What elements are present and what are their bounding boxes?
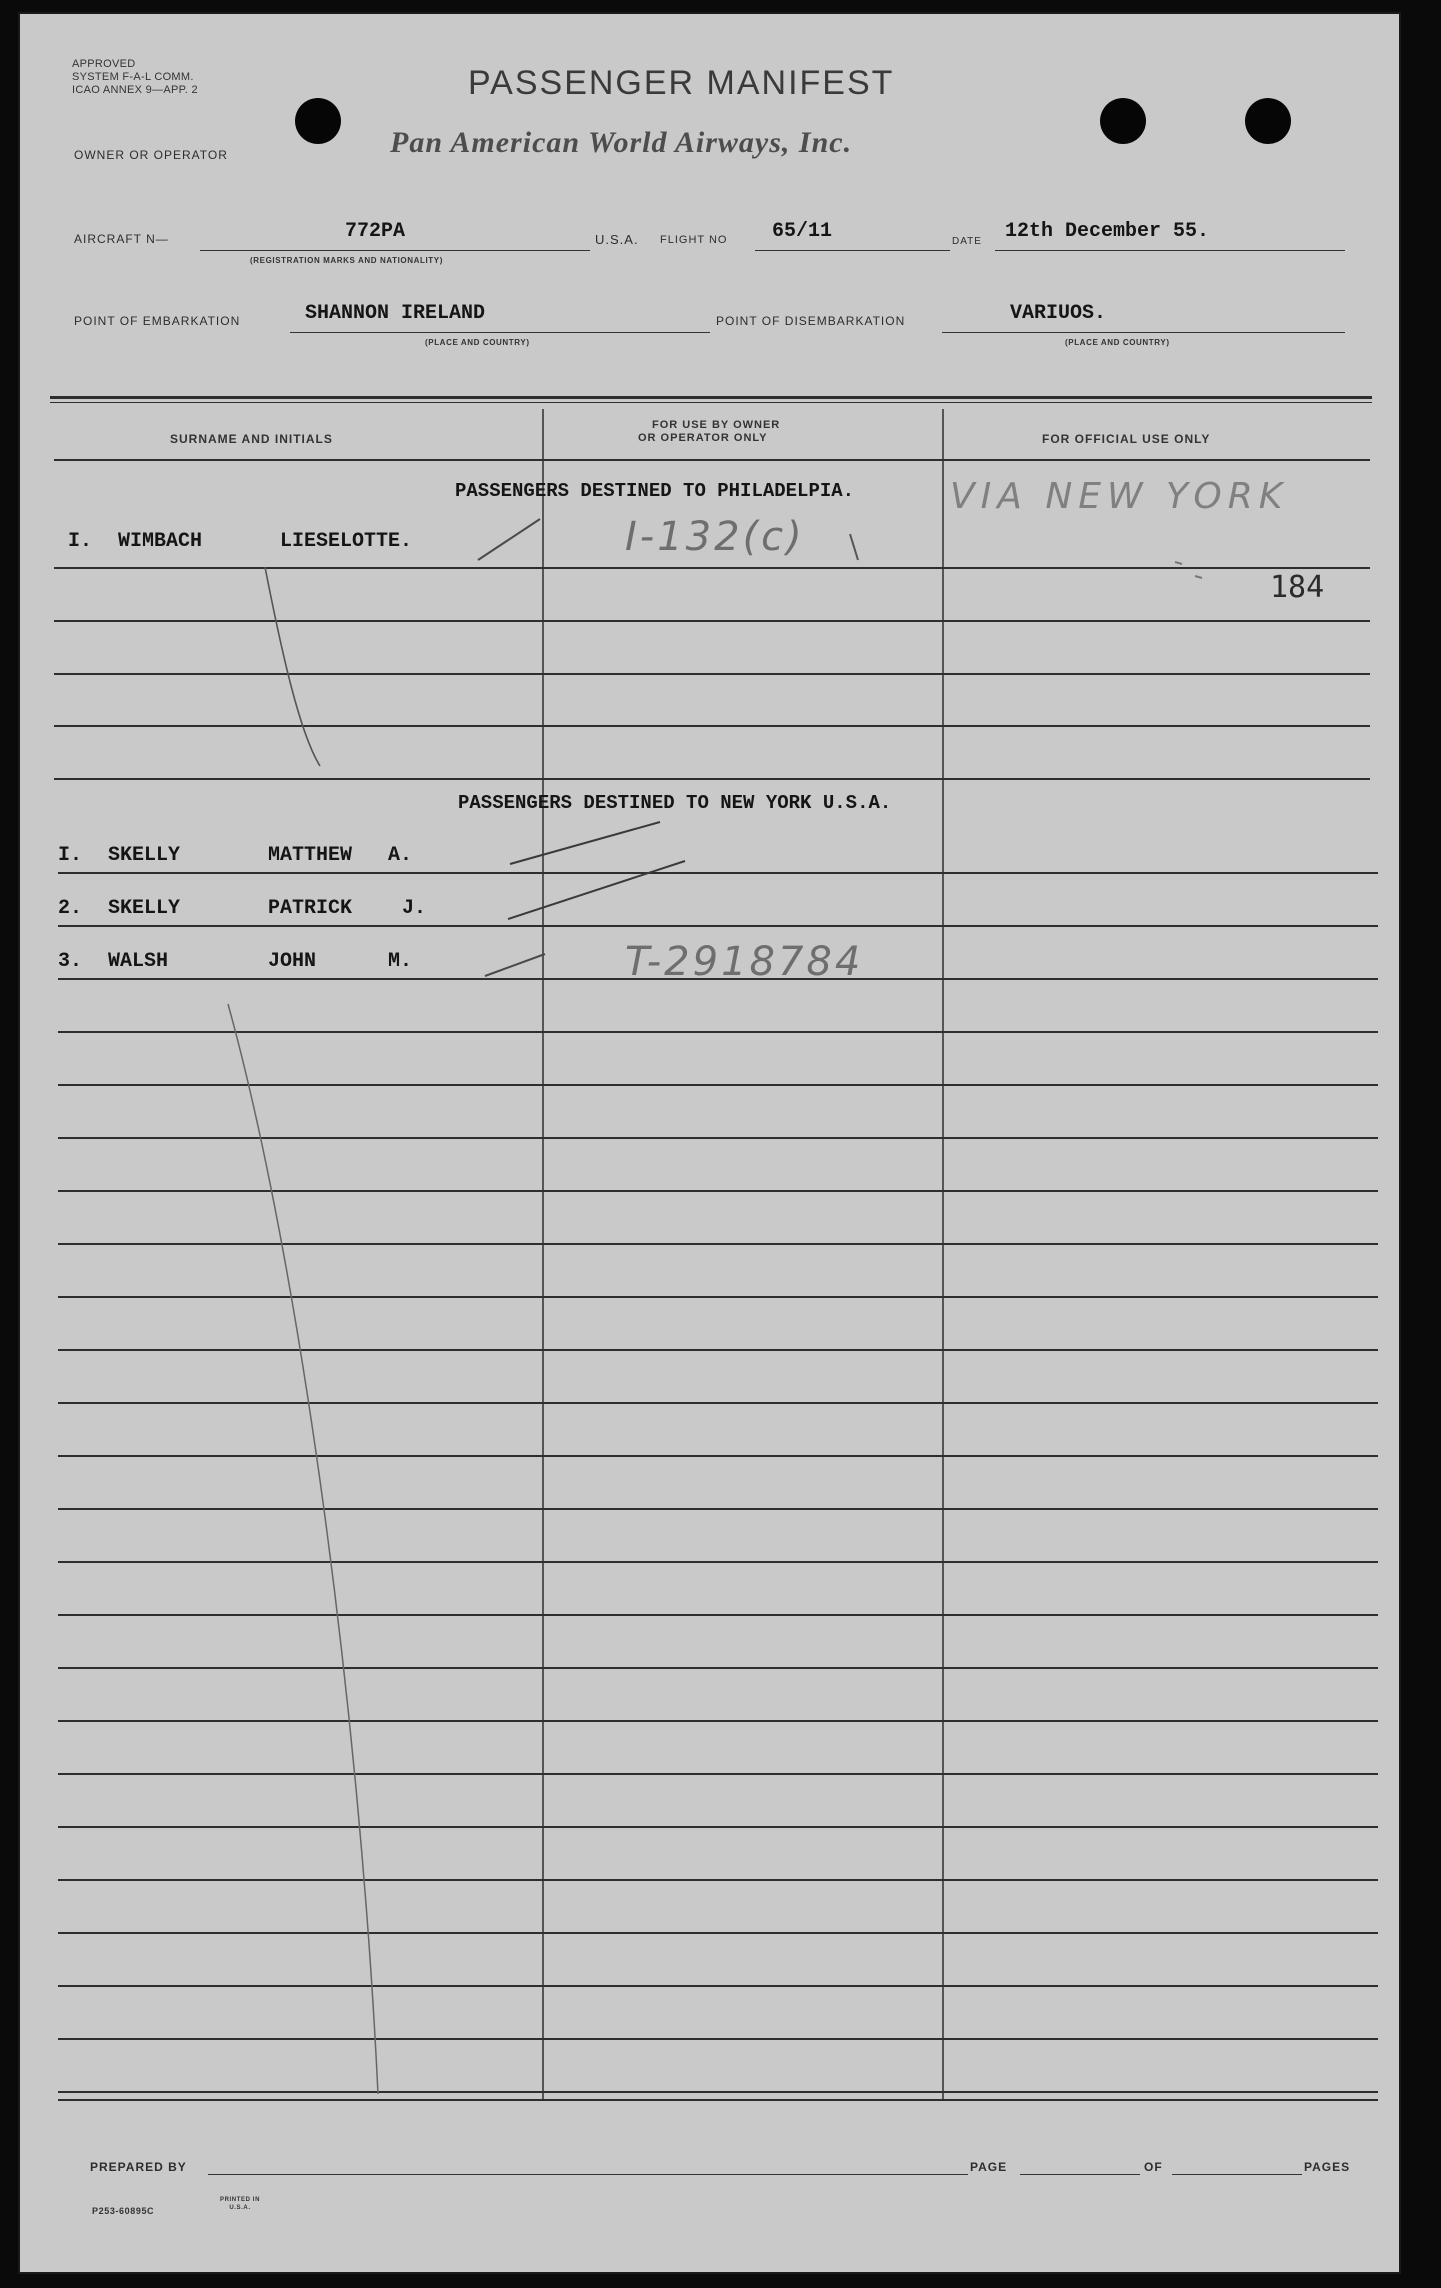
column-header-surname: SURNAME AND INITIALS [170,432,333,446]
ruled-line [58,1455,1378,1457]
of-label: OF [1144,2160,1163,2174]
ruled-line [54,778,1370,780]
page-title: PASSENGER MANIFEST [468,64,895,102]
ruled-line [58,2038,1378,2040]
owner-operator-label: OWNER OR OPERATOR [74,148,228,162]
date-label: DATE [952,236,982,247]
aircraft-caption: (REGISTRATION MARKS AND NATIONALITY) [250,256,443,265]
form-approval-line-1: APPROVED [72,58,136,70]
ruled-line [54,567,1370,569]
passenger-1-1-owner-note: I-132(c) [625,514,805,560]
aircraft-value: 772PA [345,220,406,243]
disembark-caption: (PLACE AND COUNTRY) [1065,338,1170,347]
ruled-line [54,459,1370,461]
ruled-line [58,1932,1378,1934]
ruled-line [58,2091,1378,2093]
page-number-stamp: 184 [1270,570,1325,605]
manifest-sheet [18,12,1401,2274]
ruled-line [58,1879,1378,1881]
ruled-line [58,1985,1378,1987]
column-header-owner-2: OR OPERATOR ONLY [638,432,768,444]
ruled-line [58,2099,1378,2101]
printed-in-stamp: PRINTED IN U.S.A. [220,2197,261,2211]
page-label: PAGE [970,2160,1008,2174]
passenger-2-3-surname: WALSH [108,950,169,973]
binder-hole-left [295,98,341,144]
ruled-line [54,673,1370,675]
passenger-2-3-initial: M. [388,950,413,973]
embark-caption: (PLACE AND COUNTRY) [425,338,530,347]
disembark-label: POINT OF DISEMBARKATION [716,314,906,328]
passenger-2-1-surname: SKELLY [108,844,181,867]
form-approval-line-3: ICAO ANNEX 9—APP. 2 [72,84,198,96]
flight-value: 65/11 [772,220,833,243]
ruled-line [58,1243,1378,1245]
company-name: Pan American World Airways, Inc. [390,126,853,159]
column-header-owner-1: FOR USE BY OWNER [652,419,781,431]
passenger-2-2-surname: SKELLY [108,897,181,920]
embark-label: POINT OF EMBARKATION [74,314,241,328]
ruled-line [54,620,1370,622]
date-value: 12th December 55. [1005,220,1210,243]
pencil-marks [20,14,1403,2276]
ruled-line [58,1402,1378,1404]
embark-value: SHANNON IRELAND [305,302,486,325]
usa-label: U.S.A. [595,232,639,247]
pages-label: PAGES [1304,2160,1351,2174]
aircraft-label: AIRCRAFT N— [74,232,169,246]
ruled-line [58,1349,1378,1351]
ruled-line [58,1720,1378,1722]
form-number: P253-60895C [92,2206,155,2216]
ruled-line [58,1614,1378,1616]
binder-hole-right [1245,98,1291,144]
form-approval-line-2: SYSTEM F-A-L COMM. [72,71,194,83]
ruled-line [58,1137,1378,1139]
passenger-2-2-no: 2. [58,897,83,920]
passenger-2-3-no: 3. [58,950,83,973]
section-heading-new-york: PASSENGERS DESTINED TO NEW YORK U.S.A. [458,792,892,814]
ruled-line [58,1190,1378,1192]
passenger-1-1-given: LIESELOTTE. [280,530,413,553]
ruled-line [58,925,1378,927]
ruled-line [58,1508,1378,1510]
column-header-official: FOR OFFICIAL USE ONLY [1042,432,1211,446]
passenger-2-2-initial: J. [402,897,427,920]
ruled-line [58,1084,1378,1086]
passenger-2-1-initial: A. [388,844,413,867]
ruled-line [58,872,1378,874]
passenger-2-2-given: PATRICK [268,897,353,920]
section-heading-philadelphia: PASSENGERS DESTINED TO PHILADELPIA. [455,480,855,502]
binder-hole-middle [1100,98,1146,144]
ruled-line [54,725,1370,727]
passenger-2-3-given: JOHN [268,950,317,973]
prepared-by-label: PREPARED BY [90,2160,187,2174]
column-divider-1 [542,409,544,2099]
passenger-2-1-no: I. [58,844,83,867]
flight-label: FLIGHT NO [660,234,728,246]
passenger-2-3-owner-note: T-2918784 [625,939,864,985]
ruled-line [58,1031,1378,1033]
ruled-line [58,1826,1378,1828]
handwritten-via-new-york: VIA NEW YORK [950,476,1289,517]
passenger-1-1-no: I. [68,530,93,553]
passenger-2-1-given: MATTHEW [268,844,353,867]
disembark-value: VARIUOS. [1010,302,1107,325]
passenger-1-1-surname: WIMBACH [118,530,203,553]
ruled-line [58,1296,1378,1298]
column-divider-2 [942,409,944,2099]
ruled-line [58,1561,1378,1563]
ruled-line [58,1773,1378,1775]
ruled-line [58,1667,1378,1669]
